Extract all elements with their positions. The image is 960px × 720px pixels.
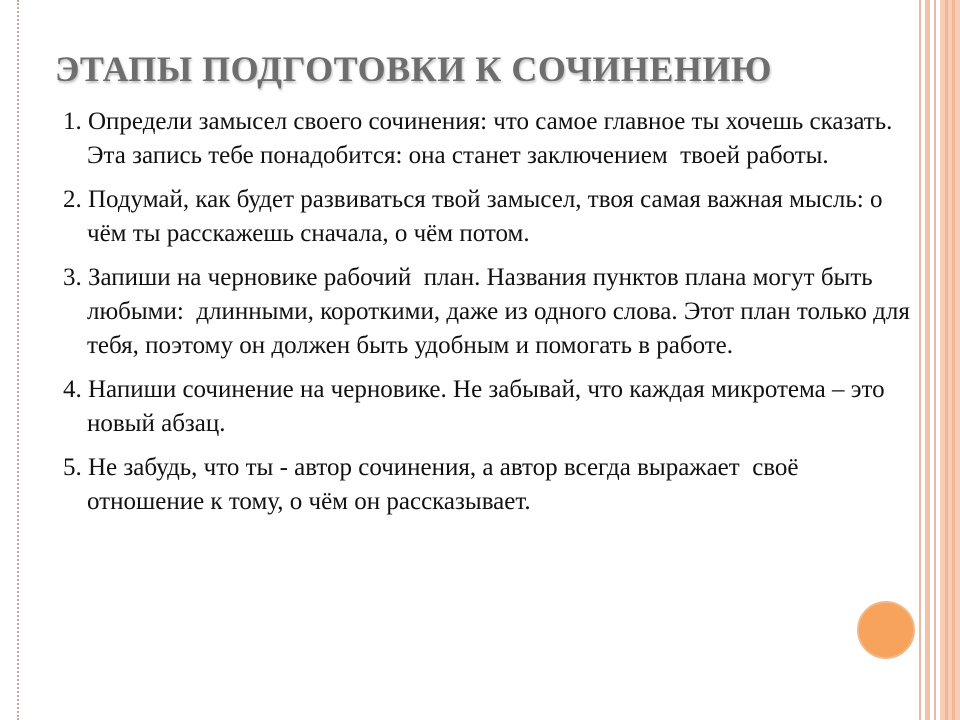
step-number: 4. <box>63 376 82 403</box>
step-number: 2. <box>63 186 82 213</box>
step-number: 1. <box>63 108 82 135</box>
steps-list <box>63 105 917 529</box>
step-text: Напиши сочинение на черновике. Не забывай, что каждая микротема – это новый абзац. <box>87 376 891 437</box>
list-item <box>63 105 913 173</box>
right-stripe <box>940 0 960 720</box>
step-number: 3. <box>63 264 82 291</box>
list-item <box>63 183 913 251</box>
left-dotted-border <box>17 0 19 720</box>
list-item <box>63 373 913 441</box>
right-stripe <box>945 0 948 720</box>
step-text: Не забудь, что ты - автор сочинения, а автор всегда выражает своё отношение к тому, о чём он рассказывает. <box>87 454 805 515</box>
list-item <box>63 261 917 363</box>
step-text: Определи замысел своего сочинения: что самое главное ты хочешь сказать. Эта запись тебе понадобится: она станет заключением твоей работы. <box>87 108 899 169</box>
right-stripe <box>934 0 936 720</box>
step-text: Запиши на черновике рабочий план. Названия пунктов плана могут быть любыми: длинными, короткими, даже из одного слова. Этот план только для тебя, поэтому он должен быть удобным и помогать в работе. <box>87 264 917 359</box>
slide-title: ЭТАПЫ ПОДГОТОВКИ К СОЧИНЕНИЮ <box>55 49 772 89</box>
step-text: Подумай, как будет развиваться твой замысел, твоя самая важная мысль: о чём ты расскажешь сначала, о чём потом. <box>87 186 889 247</box>
decorative-circle-icon <box>857 601 915 659</box>
step-number: 5. <box>63 454 82 481</box>
right-stripe <box>919 0 921 720</box>
right-stripe <box>925 0 930 720</box>
list-item <box>63 451 913 519</box>
right-stripe <box>952 0 955 720</box>
